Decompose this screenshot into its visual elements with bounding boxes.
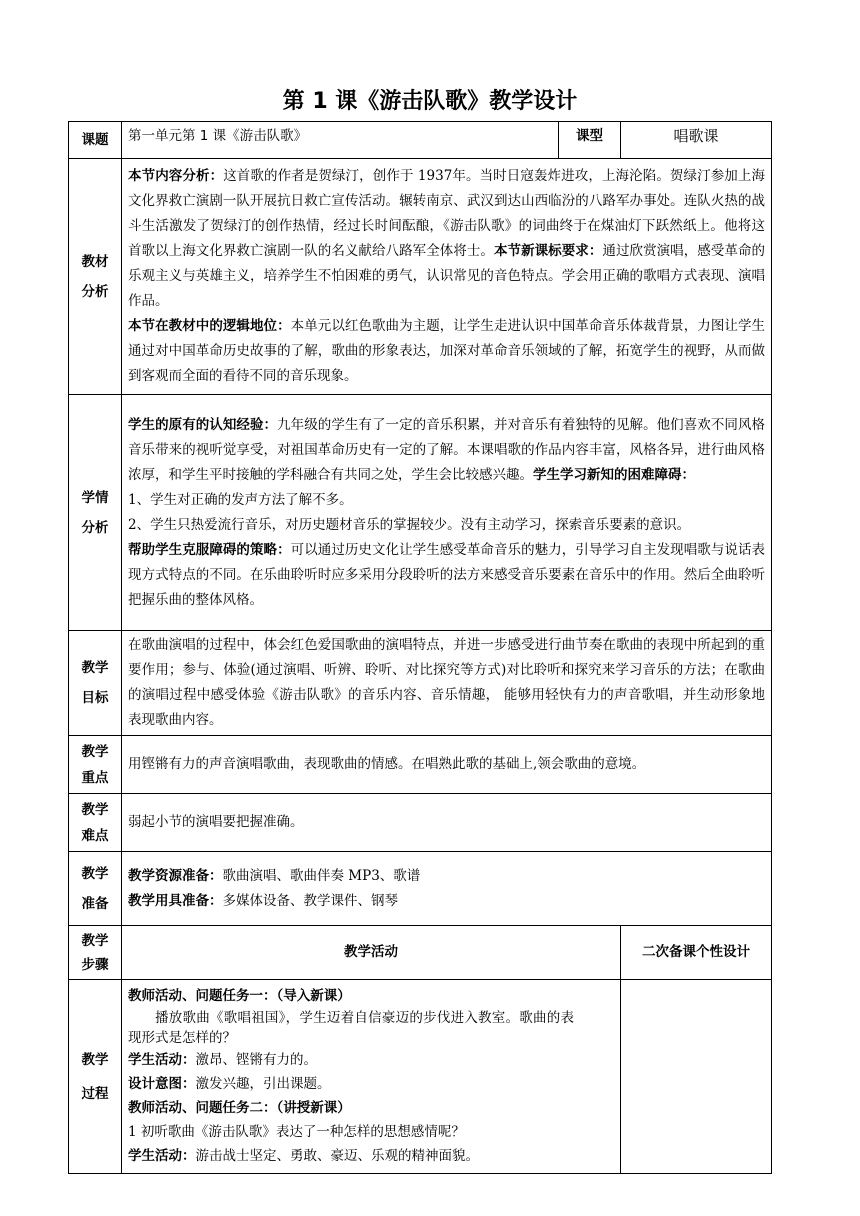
difficulties-label (69, 794, 122, 852)
difficulties-label-2: 难点 (81, 827, 109, 844)
learners-p1-text: 九年级的学生有了一定的音乐积累，并对音乐有着独特的见解。他们喜欢不同风格音乐带来的视听觉享受，对祖国革命历史有一定的了解。本课唱歌的作品内容丰富，风格各异，进行曲风格浓厚，和学生平时接触的学科融合有共同之处，学生会比较感兴趣。 (128, 416, 766, 483)
textbook-p1-text: 这首歌的作者是贺绿汀，创作于 1937年。当时日寇轰炸进攻，上海沦陷。贺绿汀参加上海文化界救亡演剧一队开展抗日救亡宣传活动。辗转南京、武汉到达山西临汾的八路军办事处。连队火热的战斗生活激发了贺绿汀的创作热情，经过长时间酝酿，《游击队歌》的词曲终于在煤油灯下跃然纸上。他将这首歌以上海文化界救亡演剧一队的名义献给八路军全体将士。 (128, 168, 766, 259)
process-student-1-label: 学生活动： (128, 1052, 196, 1068)
row-process (69, 980, 772, 1174)
steps-label (69, 926, 122, 980)
preparation-line-1-text: 歌曲演唱、歌曲伴奏 MP3、歌谱 (222, 867, 421, 884)
learners-item-1: 1、学生对正确的发声方法了解不多。 (128, 491, 353, 508)
preparation-line-1 (128, 864, 765, 889)
learners-para-1 (128, 413, 765, 488)
goals-text: 在歌曲演唱的过程中，体会红色爱国歌曲的演唱特点，并进一步感受进行曲节奏在歌曲的表现中所起到的重要作用；参与、体验(通过演唱、听辨、聆听、对比探究等方式)对比聆听和探究来学习音乐的方法；在歌曲的演唱过程中感受体验《游击队歌》的音乐内容、音乐情趣， 能够用轻快有力的声音歌唱，并生动形象地表现歌曲内容。 (122, 631, 772, 736)
textbook-content (122, 159, 772, 395)
textbook-p2-text: 本单元以红色歌曲为主题，让学生走进认识中国革命音乐体裁背景，力图让学生通过对中国革命历史故事的了解，歌曲的形象表达，加深对革命音乐领域的了解，拓宽学生的视野，从而做到客观而全面的看待不同的音乐现象。 (128, 318, 766, 384)
personal-design-header: 二次备课个性设计 (621, 926, 772, 980)
preparation-label-2: 准备 (81, 895, 109, 912)
learners-content (122, 395, 772, 631)
process-intent-1-label: 设计意图： (128, 1076, 196, 1092)
process-task-2: 教师活动、问题任务二：（讲授新课） (128, 1100, 351, 1116)
learners-p2-text: 可以通过历史文化让学生感受革命音乐的魅力，引导学习自主发现唱歌与说话表现方式特点的不同。在乐曲聆听时应多采用分段聆听的法方来感受音乐要素在音乐中的作用。然后全曲聆听把握乐曲的整体风格。 (128, 541, 766, 608)
goals-label-2: 目标 (81, 690, 109, 706)
key-points-label-2: 重点 (81, 769, 109, 786)
textbook-p1-text-2: 通过欣赏演唱，感受革命的乐观主义与英雄主义，培养学生不怕困难的勇气，认识常见的音色特点。学会用正确的歌唱方式表现、演唱作品。 (128, 243, 766, 309)
row-topic (69, 122, 772, 159)
activity-header: 教学活动 (122, 926, 621, 980)
process-student-2-label: 学生活动： (128, 1148, 196, 1164)
process-content (122, 980, 621, 1174)
learners-p1-heading-2: 学生学习新知的困难障碍： (533, 466, 695, 483)
topic-value: 第一单元第 1 课《游击队歌》 (122, 122, 559, 159)
textbook-p1-heading-2: 本节新课标要求： (493, 243, 603, 259)
steps-label-1: 教学 (81, 932, 109, 949)
topic-label: 课题 (69, 122, 122, 159)
difficulties-text: 弱起小节的演唱要把握准确。 (122, 794, 772, 852)
learners-item-2: 2、学生只热爱流行音乐，对历史题材音乐的掌握较少。没有主动学习，探索音乐要素的意识。 (128, 516, 691, 533)
textbook-label (69, 159, 122, 395)
process-intent-1 (128, 1072, 614, 1096)
process-label-1: 教学 (81, 1051, 109, 1068)
difficulties-label-1: 教学 (81, 801, 109, 818)
preparation-line-2-text: 多媒体设备、教学课件、钢琴 (222, 892, 398, 909)
textbook-p1-heading: 本节内容分析： (128, 168, 224, 184)
learners-label-2: 分析 (81, 519, 109, 536)
process-intent-1-text: 激发兴趣，引出课题。 (195, 1076, 331, 1092)
key-points-label-1: 教学 (81, 743, 109, 760)
preparation-line-2 (128, 889, 765, 914)
row-learner-analysis (69, 395, 772, 631)
type-label: 课型 (559, 122, 621, 159)
steps-label-2: 步骤 (81, 956, 109, 973)
learners-p2-heading: 帮助学生克服障碍的策略： (128, 541, 291, 558)
row-key-points (69, 736, 772, 794)
goals-label-1: 教学 (81, 660, 109, 676)
process-task-1-text: 播放歌曲《歌唱祖国》，学生迈着自信豪迈的步伐进入教室。歌曲的表现形式是怎样的？ (128, 1010, 574, 1046)
preparation-label (69, 852, 122, 926)
type-value: 唱歌课 (621, 122, 772, 159)
textbook-para-2 (128, 314, 765, 389)
learners-label (69, 395, 122, 631)
textbook-label-2: 分析 (81, 283, 109, 300)
process-student-2-text: 游击战士坚定、勇敢、豪迈、乐观的精神面貌。 (195, 1148, 479, 1164)
process-student-2 (128, 1144, 614, 1168)
lesson-plan-table (68, 121, 772, 1174)
row-goals (69, 631, 772, 736)
preparation-line-2-label: 教学用具准备： (128, 892, 223, 909)
row-steps-header (69, 926, 772, 980)
process-student-1 (128, 1048, 614, 1072)
process-task-2-text: 1 初听歌曲《游击队歌》表达了一种怎样的思想感情呢？ (128, 1124, 465, 1140)
process-label (69, 980, 122, 1174)
preparation-content (122, 852, 772, 926)
row-difficulties (69, 794, 772, 852)
textbook-label-1: 教材 (81, 253, 109, 270)
key-points-label (69, 736, 122, 794)
key-points-text: 用铿锵有力的声音演唱歌曲，表现歌曲的情感。在唱熟此歌的基础上,领会歌曲的意境。 (122, 736, 772, 794)
row-textbook-analysis (69, 159, 772, 395)
page-title: 第 1 课《游击队歌》教学设计 (282, 89, 578, 114)
preparation-line-1-label: 教学资源准备： (128, 867, 223, 884)
preparation-label-1: 教学 (81, 865, 109, 882)
process-personal-design-cell (621, 980, 772, 1174)
process-label-2: 过程 (81, 1085, 109, 1102)
textbook-para-1 (128, 164, 765, 314)
textbook-p2-heading: 本节在教材中的逻辑地位： (128, 318, 291, 334)
goals-label (69, 631, 122, 736)
row-preparation (69, 852, 772, 926)
process-task-1: 教师活动、问题任务一：（导入新课） (128, 988, 351, 1004)
learners-label-1: 学情 (81, 489, 109, 506)
learners-para-2 (128, 538, 765, 613)
learners-p1-heading: 学生的原有的认知经验： (128, 416, 278, 433)
process-student-1-text: 激昂、铿锵有力的。 (195, 1052, 317, 1068)
